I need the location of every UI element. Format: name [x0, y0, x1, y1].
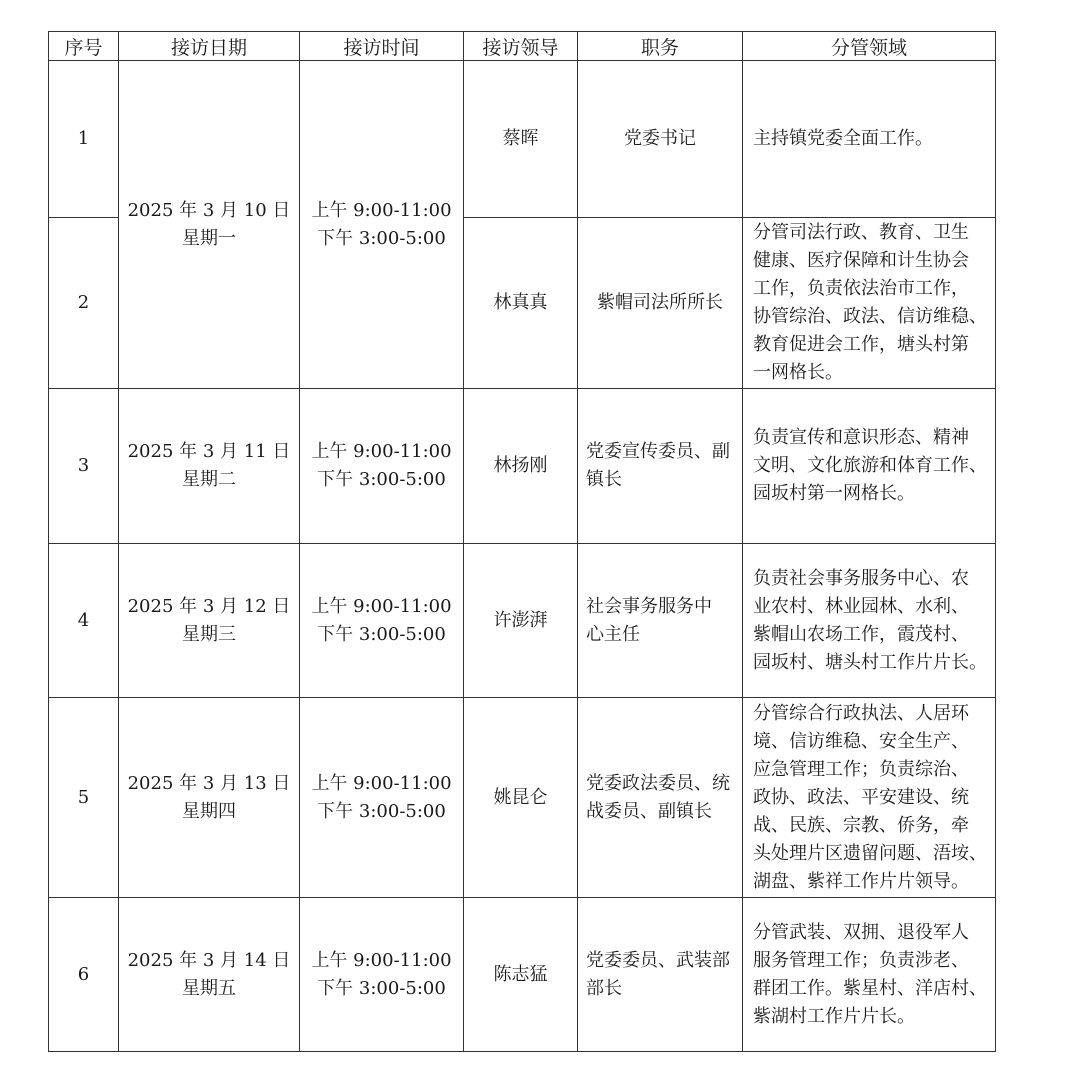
area-line: 一网格长。 [753, 362, 843, 383]
morning-time: 上午 9:00-11:00 [311, 949, 452, 971]
area-line: 应急管理工作；负责综治、 [753, 758, 969, 780]
area-line: 负责社会事务服务中心、农 [753, 567, 969, 589]
row-time [300, 898, 464, 1052]
row-no: 2 [49, 218, 119, 389]
row-date [119, 698, 300, 898]
date-text: 2025 年 3 月 13 日 [127, 772, 291, 794]
row-duty [578, 698, 743, 898]
area-line: 教育促进会工作，塘头村第 [753, 334, 969, 355]
row-area [743, 898, 996, 1052]
row-date [119, 898, 300, 1052]
area-line: 服务管理工作；负责涉老、 [753, 949, 969, 971]
afternoon-time: 下午 3:00-5:00 [317, 469, 446, 490]
area-line: 紫帽山农场工作，霞茂村、 [753, 623, 969, 645]
table-row [49, 389, 996, 544]
area-line: 负责宣传和意识形态、精神 [753, 427, 969, 448]
date-text: 2025 年 3 月 11 日 [127, 441, 291, 462]
weekday-text: 星期五 [182, 977, 236, 999]
reception-schedule-table [48, 31, 996, 1052]
header-date: 接访日期 [119, 32, 300, 61]
duty-line: 社会事务服务中 [586, 595, 712, 617]
row-no: 5 [49, 698, 119, 898]
morning-time: 上午 9:00-11:00 [311, 199, 452, 221]
area-line: 健康、医疗保障和计生协会 [753, 250, 969, 271]
row-duty: 党委书记 [578, 61, 743, 218]
duty-line: 镇长 [586, 469, 622, 490]
area-line: 文明、文化旅游和体育工作、 [753, 455, 987, 476]
row-area [743, 218, 996, 389]
table-row [49, 698, 996, 898]
row-area [743, 61, 996, 218]
duty-line: 战委员、副镇长 [586, 800, 712, 822]
row-no: 4 [49, 544, 119, 698]
header-row [49, 32, 996, 61]
duty-line: 党委宣传委员、副 [586, 441, 730, 462]
area-line: 湖盘、紫祥工作片片领导。 [753, 870, 969, 892]
header-time: 接访时间 [300, 32, 464, 61]
table-row [49, 544, 996, 698]
area-line: 工作，负责依法治市工作， [753, 278, 969, 299]
weekday-text: 星期一 [182, 227, 236, 249]
morning-time: 上午 9:00-11:00 [311, 772, 452, 794]
row-leader: 陈志猛 [464, 898, 578, 1052]
area-line: 紫湖村工作片片长。 [753, 1005, 915, 1027]
duty-line: 党委委员、武装部 [586, 949, 730, 971]
area-line: 园坂村第一网格长。 [753, 483, 915, 504]
row-leader: 林扬刚 [464, 389, 578, 544]
table-row [49, 61, 996, 218]
header-duty: 职务 [578, 32, 743, 61]
row-area [743, 698, 996, 898]
morning-time: 上午 9:00-11:00 [311, 595, 452, 617]
duty-line: 党委政法委员、统 [586, 772, 730, 794]
row-area [743, 544, 996, 698]
header-no: 序号 [49, 32, 119, 61]
afternoon-time: 下午 3:00-5:00 [317, 800, 446, 822]
morning-time: 上午 9:00-11:00 [311, 441, 452, 462]
date-text: 2025 年 3 月 14 日 [127, 949, 291, 971]
row-leader: 许澎湃 [464, 544, 578, 698]
date-text: 2025 年 3 月 12 日 [127, 595, 291, 617]
row-no: 3 [49, 389, 119, 544]
row-no: 6 [49, 898, 119, 1052]
row-duty [578, 898, 743, 1052]
row-leader: 蔡晖 [464, 61, 578, 218]
area-line: 政协、政法、平安建设、统 [753, 786, 969, 808]
header-leader: 接访领导 [464, 32, 578, 61]
area-line: 境、信访维稳、安全生产、 [753, 730, 969, 752]
area-line: 协管综治、政法、信访维稳、 [753, 306, 987, 327]
duty-line: 部长 [586, 977, 622, 999]
row-time [300, 389, 464, 544]
area-line: 业农村、林业园林、水利、 [753, 595, 969, 617]
row-duty [578, 544, 743, 698]
area-line: 战、民族、宗教、侨务，牵 [753, 814, 969, 836]
afternoon-time: 下午 3:00-5:00 [317, 227, 446, 249]
area-line: 园坂村、塘头村工作片片长。 [753, 651, 987, 673]
row-time [300, 544, 464, 698]
afternoon-time: 下午 3:00-5:00 [317, 977, 446, 999]
afternoon-time: 下午 3:00-5:00 [317, 623, 446, 645]
row-duty: 紫帽司法所所长 [578, 218, 743, 389]
row-leader: 林真真 [464, 218, 578, 389]
area-line: 分管司法行政、教育、卫生 [753, 222, 969, 243]
row-duty [578, 389, 743, 544]
row-date [119, 61, 300, 389]
row-time [300, 698, 464, 898]
date-text: 2025 年 3 月 10 日 [127, 199, 291, 221]
duty-line: 心主任 [586, 623, 640, 645]
header-area: 分管领域 [743, 32, 996, 61]
row-leader: 姚昆仑 [464, 698, 578, 898]
area-line: 主持镇党委全面工作。 [753, 128, 933, 149]
area-line: 分管综合行政执法、人居环 [753, 702, 969, 724]
area-line: 分管武装、双拥、退役军人 [753, 921, 969, 943]
area-line: 头处理片区遗留问题、浯垵、 [753, 842, 987, 864]
weekday-text: 星期四 [182, 800, 236, 822]
weekday-text: 星期二 [182, 469, 236, 490]
row-time [300, 61, 464, 389]
row-no: 1 [49, 61, 119, 218]
area-line: 群团工作。紫星村、洋店村、 [753, 977, 987, 999]
row-date [119, 389, 300, 544]
weekday-text: 星期三 [182, 623, 236, 645]
table-row [49, 898, 996, 1052]
row-date [119, 544, 300, 698]
row-area [743, 389, 996, 544]
